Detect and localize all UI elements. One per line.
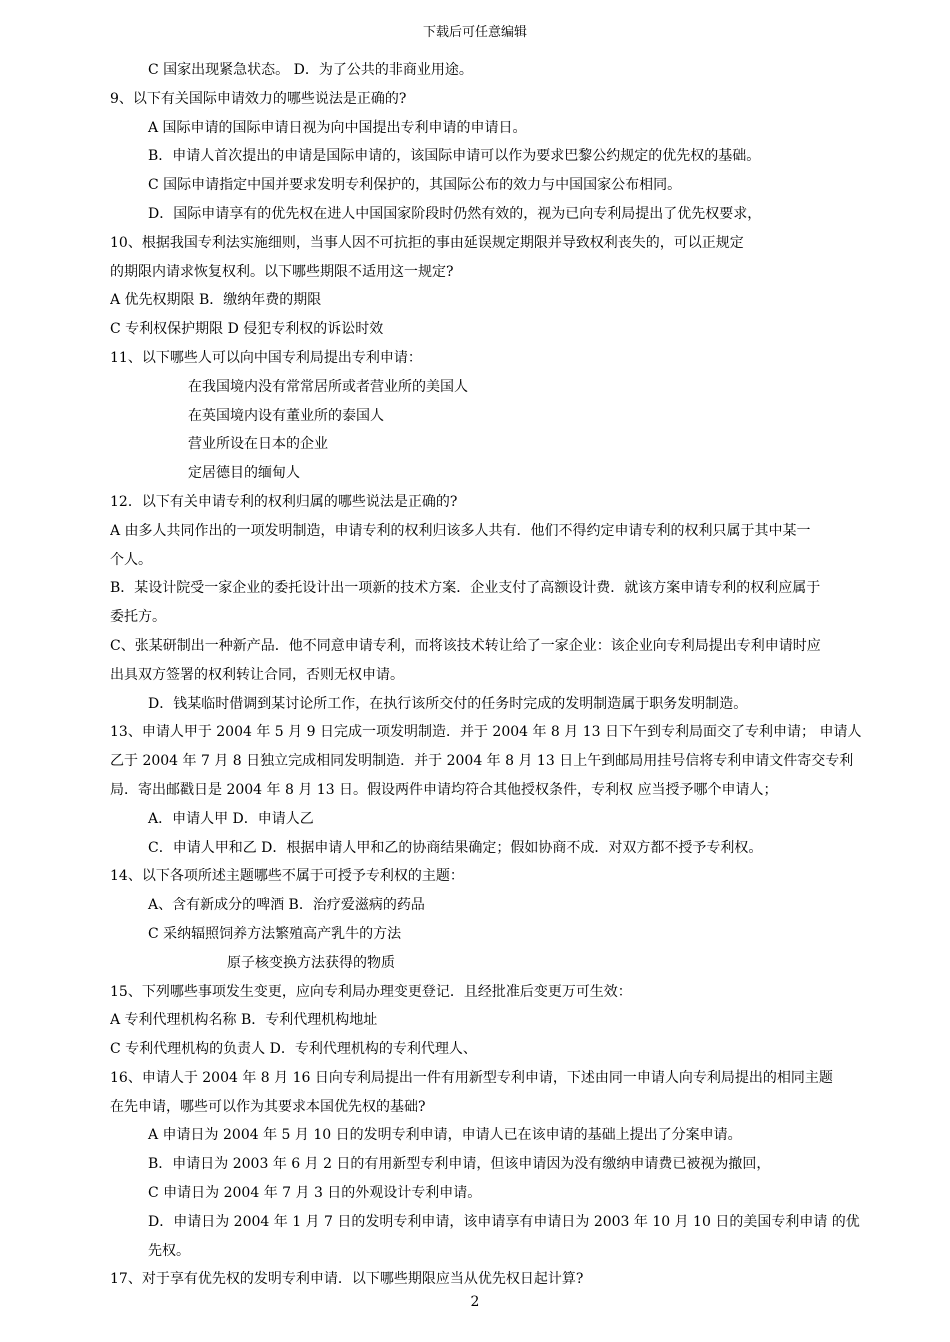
question-10-cont: 的期限内请求恢复权利。以下哪些期限不适用这一规定? <box>110 263 454 280</box>
answer-line: D．钱某临时借调到某讨论所工作，在执行该所交付的任务时完成的发明制造属于职务发明制造。 <box>148 695 748 712</box>
answer-line: C 专利权保护期限 D 侵犯专利权的诉讼时效 <box>110 321 384 338</box>
question-13: 13、申请人甲于 2004 年 5 月 9 日完成一项发明制造．并于 2004 年 8 月 13 日下午到专利局面交了专利申请； 申请人 <box>110 724 862 741</box>
question-16: 16、申请人于 2004 年 8 月 16 日向专利局提出一件有用新型专利申请，下述由同一申请人向专利局提出的相同主题 <box>110 1069 833 1086</box>
question-14: 14、以下各项所述主题哪些不属于可授予专利权的主题： <box>110 868 464 885</box>
answer-line: C 国家出现紧急状态。 D．为了公共的非商业用途。 <box>148 62 473 78</box>
answer-line: A．申请人甲 D．申请人乙 <box>148 810 314 827</box>
page-number: 2 <box>470 1294 480 1310</box>
answer-line: 营业所设在日本的企业 <box>188 436 328 453</box>
answer-line: A 专利代理机构名称 B．专利代理机构地址 <box>110 1012 378 1029</box>
answer-line: A、含有新成分的啤酒 B．治疗爱滋病的药品 <box>148 897 425 914</box>
answer-line: C 国际申请指定中国并要求发明专利保护的，其国际公布的效力与中国国家公布相同。 <box>148 177 682 194</box>
answer-line: C 申请日为 2004 年 7 月 3 日的外观设计专利申请。 <box>148 1185 482 1202</box>
question-15: 15、下列哪些事项发生变更，应向专利局办理变更登记．且经批准后变更万可生效： <box>110 983 632 1000</box>
answer-line: A 优先权期限 B．缴纳年费的期限 <box>110 292 322 309</box>
page-header: 下载后可任意编辑 <box>422 25 527 40</box>
answer-line: 在我国境内没有常常居所或者营业所的美国人 <box>188 378 468 395</box>
question-13-cont: 乙于 2004 年 7 月 8 日独立完成相同发明制造．并于 2004 年 8 月 13 日上午到邮局用挂号信将专利申请文件寄交专利 <box>110 753 854 770</box>
question-9: 9、以下有关国际申请效力的哪些说法是正确的? <box>110 90 407 107</box>
answer-line: C．申请人甲和乙 D．根据申请人甲和乙的协商结果确定；假如协商不成．对双方都不授予专利权。 <box>148 839 763 856</box>
question-12: 12．以下有关申请专利的权利归属的哪些说法是正确的? <box>110 493 458 510</box>
answer-line: C 采纳辐照饲养方法繁殖高产乳牛的方法 <box>148 925 402 942</box>
answer-line: B．某设计院受一家企业的委托设计出一项新的技术方案．企业支付了高额设计费．就该方案申请专利的权利应属于 <box>110 580 821 597</box>
answer-line-cont: 委托方。 <box>110 609 166 626</box>
answer-line: B．申请日为 2003 年 6 月 2 日的有用新型专利申请，但该申请因为没有缴纳申请费已被视为撤回， <box>148 1156 771 1173</box>
answer-line: C、张某研制出一种新产品．他不同意申请专利，而将该技术转让给了一家企业：该企业向专利局提出专利申请时应 <box>110 637 821 654</box>
answer-line: 在英国境内设有董业所的泰国人 <box>188 407 384 424</box>
answer-line: D．申请日为 2004 年 1 月 7 日的发明专利申请，该申请享有申请日为 2003 年 10 月 10 日的美国专利申请 的优 <box>148 1213 860 1230</box>
document-body <box>110 56 900 1294</box>
question-17: 17、对于享有优先权的发明专利申请．以下哪些期限应当从优先权日起计算? <box>110 1271 584 1288</box>
answer-line-cont: 出具双方签署的权利转让合同，否则无权申请。 <box>110 666 404 683</box>
answer-line: A 申请日为 2004 年 5 月 10 日的发明专利申请，申请人已在该申请的基础上提出了分案申请。 <box>148 1127 742 1144</box>
answer-line: B．申请人首次提出的申请是国际申请的，该国际申请可以作为要求巴黎公约规定的优先权的基础。 <box>148 148 761 165</box>
answer-line: A 国际申请的国际申请日视为向中国提出专利申请的申请日。 <box>148 119 527 136</box>
answer-line-cont: 先权。 <box>148 1242 190 1259</box>
answer-line-cont: 个人。 <box>110 551 152 568</box>
question-13-cont: 局．寄出邮戳日是 2004 年 8 月 13 日。假设两件申请均符合其他授权条件，专利权 应当授予哪个申请人； <box>110 781 778 798</box>
answer-line: C 专利代理机构的负责人 D．专利代理机构的专利代理人、 <box>110 1041 477 1058</box>
answer-line: D．国际申请享有的优先权在进人中国国家阶段时仍然有效的，视为已向专利局提出了优先权要求， <box>148 205 762 222</box>
question-10: 10、根据我国专利法实施细则，当事人因不可抗拒的事由延误规定期限并导致权利丧失的，可以正规定 <box>110 234 744 251</box>
question-16-cont: 在先申请，哪些可以作为其要求本国优先权的基础? <box>110 1098 426 1115</box>
answer-line: 原子核变换方法获得的物质 <box>227 954 395 971</box>
question-11: 11、以下哪些人可以向中国专利局提出专利申请： <box>110 349 422 366</box>
answer-line: A 由多人共同作出的一项发明制造，申请专利的权利归该多人共有．他们不得约定申请专利的权利只属于其中某一 <box>110 522 811 539</box>
answer-line: 定居德目的缅甸人 <box>188 465 300 482</box>
